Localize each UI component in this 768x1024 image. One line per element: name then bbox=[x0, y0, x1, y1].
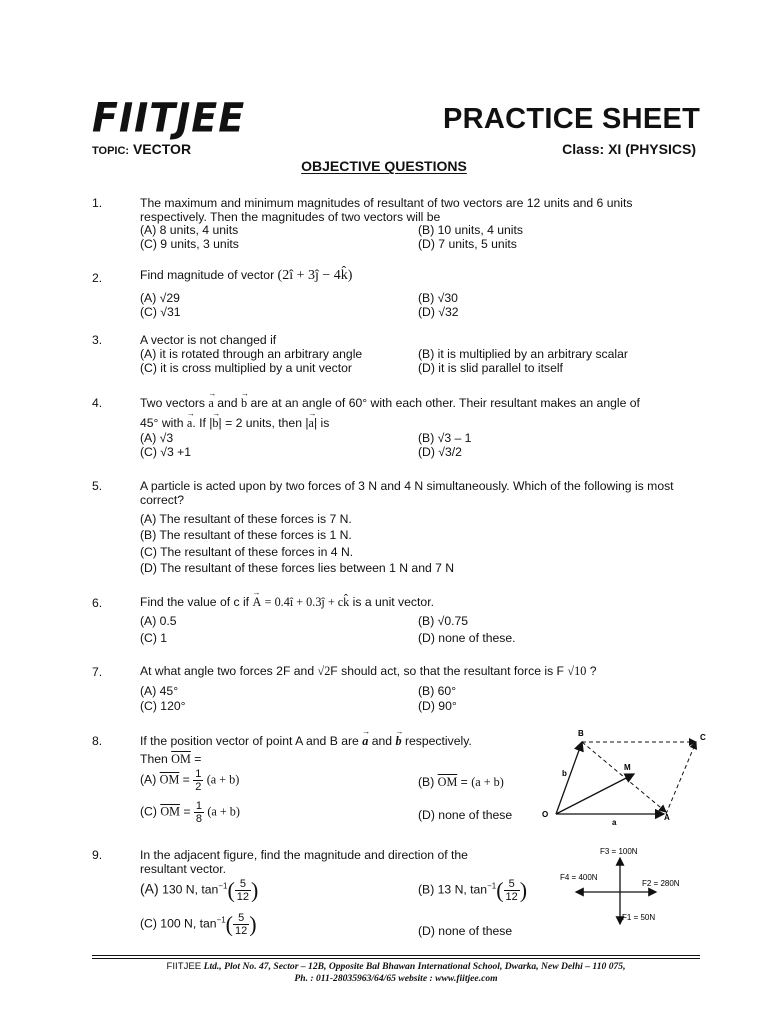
footer-rule-thick bbox=[92, 955, 700, 956]
question-text: The maximum and minimum magnitudes of resultant of two vectors are 12 units and 6 units respectively. Then the magnitudes of two vectors will be bbox=[140, 196, 633, 224]
footer-rule-thin bbox=[92, 958, 700, 959]
question-number: 8. bbox=[92, 734, 103, 748]
option-c: (C) √3 +1 bbox=[140, 445, 192, 459]
forces-figure bbox=[552, 842, 702, 928]
option-d: (D) √3/2 bbox=[418, 445, 462, 459]
sheet-title: PRACTICE SHEET bbox=[443, 103, 701, 135]
option-label: (A) bbox=[140, 772, 157, 787]
vector-a-symbol: → a bbox=[208, 396, 213, 410]
text-fragment: respectively. bbox=[404, 734, 472, 748]
question-number: 5. bbox=[92, 479, 103, 493]
vector-b-symbol: → b bbox=[241, 396, 247, 410]
label-f2: F2 = 280N bbox=[642, 879, 680, 888]
label-f1: F1 = 50N bbox=[622, 913, 656, 922]
vector-expression: = 0.4î + 0.3ĵ + ck̂ bbox=[264, 595, 350, 609]
label-c: C bbox=[700, 733, 706, 742]
question-text bbox=[140, 268, 700, 283]
footer-contact: Ph. : 011-28035963/64/65 website : www.fiitjee.com bbox=[294, 973, 498, 984]
paren-open: ( bbox=[227, 877, 235, 903]
option-a: (A) 8 units, 4 units bbox=[140, 223, 239, 237]
fraction-numerator: 1 bbox=[195, 768, 202, 780]
paren-close: ) bbox=[251, 877, 259, 903]
fraction bbox=[504, 878, 520, 903]
text-fragment: F should act, so that the resultant force is F bbox=[330, 664, 565, 678]
text-fragment: 45° with bbox=[140, 416, 184, 430]
topic-label: TOPIC: bbox=[92, 145, 130, 157]
vector-sum: (a + b) bbox=[206, 772, 240, 787]
option-b: (B) it is multiplied by an arbitrary scalar bbox=[418, 347, 628, 361]
label-a: A bbox=[664, 813, 670, 822]
diagonal-ba bbox=[582, 742, 666, 812]
fiitjee-logo: FIITJEE bbox=[92, 94, 246, 142]
question-text: A vector is not changed if bbox=[140, 333, 277, 347]
footer-brand: FIITJEE bbox=[166, 961, 202, 972]
question-number: 1. bbox=[92, 196, 103, 210]
question-number: 6. bbox=[92, 596, 103, 610]
option-d: (D) none of these bbox=[418, 924, 513, 938]
fraction-denominator: 12 bbox=[235, 925, 248, 937]
option-b: (B) 60° bbox=[418, 684, 457, 698]
text-fragment: If the position vector of point A and B are bbox=[140, 734, 359, 748]
sqrt-expression: √10 bbox=[567, 664, 587, 678]
fraction bbox=[233, 912, 249, 937]
superscript: −1 bbox=[218, 881, 228, 891]
option-c: (C) it is cross multiplied by a unit vector bbox=[140, 361, 352, 375]
question-text-main: Find magnitude of vector bbox=[140, 268, 275, 282]
option-c: (C) 120° bbox=[140, 699, 186, 713]
option-d: (D) none of these. bbox=[418, 631, 516, 645]
equals-sign: = bbox=[182, 772, 190, 787]
text-fragment: Then bbox=[140, 752, 168, 766]
option-d: (D) √32 bbox=[418, 305, 459, 319]
fraction-numerator: 5 bbox=[235, 878, 251, 891]
option-b: (B) √0.75 bbox=[418, 614, 469, 628]
vector-sum: (a + b) bbox=[207, 804, 240, 819]
fraction-denominator: 12 bbox=[236, 891, 250, 903]
label-vec-b: b bbox=[562, 769, 567, 778]
option-c bbox=[140, 800, 240, 825]
option-a: (A) √29 bbox=[140, 291, 180, 305]
paren-open: ( bbox=[225, 911, 233, 937]
footer-line1: Ltd., Plot No. 47, Sector – 12B, Opposite Bal Bhawan International School, Dwarka, New Delhi – 110 075, bbox=[203, 961, 626, 972]
om-symbol: $\overline{OM}$ bbox=[437, 775, 458, 789]
option-b bbox=[418, 775, 504, 789]
option-a: (A) The resultant of these forces is 7 N. bbox=[140, 512, 352, 526]
fraction bbox=[235, 878, 251, 903]
question-number: 3. bbox=[92, 333, 103, 347]
option-label: (A) bbox=[140, 880, 159, 897]
question-number: 9. bbox=[92, 848, 103, 862]
vector-a-symbol: → a bbox=[309, 416, 314, 430]
option-c bbox=[140, 912, 257, 937]
option-d: (D) 90° bbox=[418, 699, 457, 713]
option-value: 130 N, tan bbox=[162, 882, 219, 897]
label-m: M bbox=[624, 763, 631, 772]
question-text bbox=[140, 664, 700, 678]
option-a bbox=[140, 768, 239, 793]
text-fragment: ? bbox=[589, 664, 597, 678]
fraction-numerator: 5 bbox=[504, 878, 520, 891]
vector-expression: (2î + 3ĵ − 4k̂) bbox=[277, 268, 353, 283]
option-c: (C) √31 bbox=[140, 305, 181, 319]
option-c: (C) 9 units, 3 units bbox=[140, 237, 239, 251]
question-text bbox=[140, 734, 520, 748]
option-a: (A) 45° bbox=[140, 684, 179, 698]
paren-open: ( bbox=[496, 877, 504, 903]
option-c: (C) The resultant of these forces in 4 N. bbox=[140, 545, 354, 559]
paren-close: ) bbox=[249, 911, 257, 937]
label-f4: F4 = 400N bbox=[560, 873, 598, 882]
footer-address bbox=[92, 961, 700, 973]
text-fragment: At what angle two forces 2F and bbox=[140, 664, 315, 678]
side-ac bbox=[666, 742, 696, 814]
om-symbol: $\overline{OM}$ bbox=[171, 752, 191, 766]
option-a bbox=[140, 878, 258, 903]
option-label: (B) bbox=[418, 775, 435, 789]
fraction-numerator: 1 bbox=[195, 800, 202, 812]
om-symbol: $\overline{OM}$ bbox=[160, 804, 180, 819]
topic-value: VECTOR bbox=[132, 141, 192, 157]
equals-sign: = bbox=[460, 775, 468, 789]
text-fragment: and bbox=[217, 396, 238, 410]
footer bbox=[92, 961, 700, 985]
label-f3: F3 = 100N bbox=[600, 847, 638, 856]
option-value: (B) 13 N, tan bbox=[418, 882, 488, 897]
label-o: O bbox=[542, 810, 549, 819]
question-text: A particle is acted upon by two forces of 3 N and 4 N simultaneously. Which of the following is most correct? bbox=[140, 479, 674, 507]
fraction-denominator: 2 bbox=[195, 781, 202, 793]
text-fragment: are at an angle of 60° with each other. Their resultant makes an angle of bbox=[250, 396, 640, 410]
question-text-line2 bbox=[140, 416, 700, 430]
option-a: (A) 0.5 bbox=[140, 614, 177, 628]
question-text bbox=[140, 595, 700, 609]
vector-a-symbol: → a bbox=[362, 734, 368, 748]
fraction bbox=[193, 768, 203, 793]
label-b: B bbox=[578, 729, 584, 738]
equals-sign: = bbox=[183, 804, 191, 819]
option-a: (A) √3 bbox=[140, 431, 174, 445]
text-fragment: . If | bbox=[192, 416, 213, 430]
option-b: (B) √30 bbox=[418, 291, 458, 305]
option-d: (D) 7 units, 5 units bbox=[418, 237, 517, 251]
question-number: 4. bbox=[92, 396, 103, 410]
fraction-denominator: 12 bbox=[505, 891, 518, 903]
option-c: (C) 1 bbox=[140, 631, 168, 645]
question-text-line1 bbox=[140, 396, 700, 410]
vector-sum: (a + b) bbox=[471, 775, 504, 789]
option-value: (C) 100 N, tan bbox=[140, 916, 217, 931]
class-label: Class: XI (PHYSICS) bbox=[562, 141, 696, 157]
superscript: −1 bbox=[487, 881, 497, 891]
sqrt-expression: √2 bbox=[317, 664, 331, 678]
option-a: (A) it is rotated through an arbitrary angle bbox=[140, 347, 363, 361]
parallelogram-figure bbox=[536, 726, 716, 830]
fraction-numerator: 5 bbox=[233, 912, 249, 925]
om-symbol: $\overline{OM}$ bbox=[159, 772, 180, 787]
option-b bbox=[418, 878, 527, 903]
question-text: In the adjacent figure, find the magnitude and direction of the resultant vector. bbox=[140, 848, 468, 876]
text-fragment: Find the value of c if bbox=[140, 595, 250, 609]
paren-close: ) bbox=[519, 877, 528, 903]
question-text-line2 bbox=[140, 752, 201, 766]
option-b: (B) The resultant of these forces is 1 N. bbox=[140, 528, 352, 542]
option-b: (B) √3 – 1 bbox=[418, 431, 472, 445]
text-fragment: and bbox=[371, 734, 393, 748]
option-d: (D) The resultant of these forces lies between 1 N and 7 N bbox=[140, 561, 455, 575]
text-fragment: | = 2 units, then | bbox=[218, 416, 309, 430]
question-number: 7. bbox=[92, 665, 103, 679]
question-number: 2. bbox=[92, 271, 103, 285]
label-vec-a: a bbox=[612, 818, 617, 827]
fraction-denominator: 8 bbox=[195, 813, 202, 825]
vector-A-symbol: → A bbox=[252, 595, 261, 609]
option-d: (D) it is slid parallel to itself bbox=[418, 361, 563, 375]
vector-b-symbol: → b bbox=[395, 734, 401, 748]
option-d: (D) none of these bbox=[418, 808, 513, 822]
text-fragment: is a unit vector. bbox=[352, 595, 434, 609]
section-title: OBJECTIVE QUESTIONS bbox=[301, 158, 467, 174]
text-fragment: = bbox=[194, 752, 202, 766]
superscript: −1 bbox=[216, 915, 226, 925]
topic-line bbox=[92, 141, 191, 157]
text-fragment: Two vectors bbox=[140, 396, 206, 410]
fraction bbox=[194, 800, 204, 825]
vector-a-symbol: → a bbox=[187, 416, 192, 430]
text-fragment: | is bbox=[313, 416, 330, 430]
vector-b-symbol: → b bbox=[212, 416, 218, 430]
option-label: (C) bbox=[140, 804, 157, 819]
option-b: (B) 10 units, 4 units bbox=[418, 223, 523, 237]
